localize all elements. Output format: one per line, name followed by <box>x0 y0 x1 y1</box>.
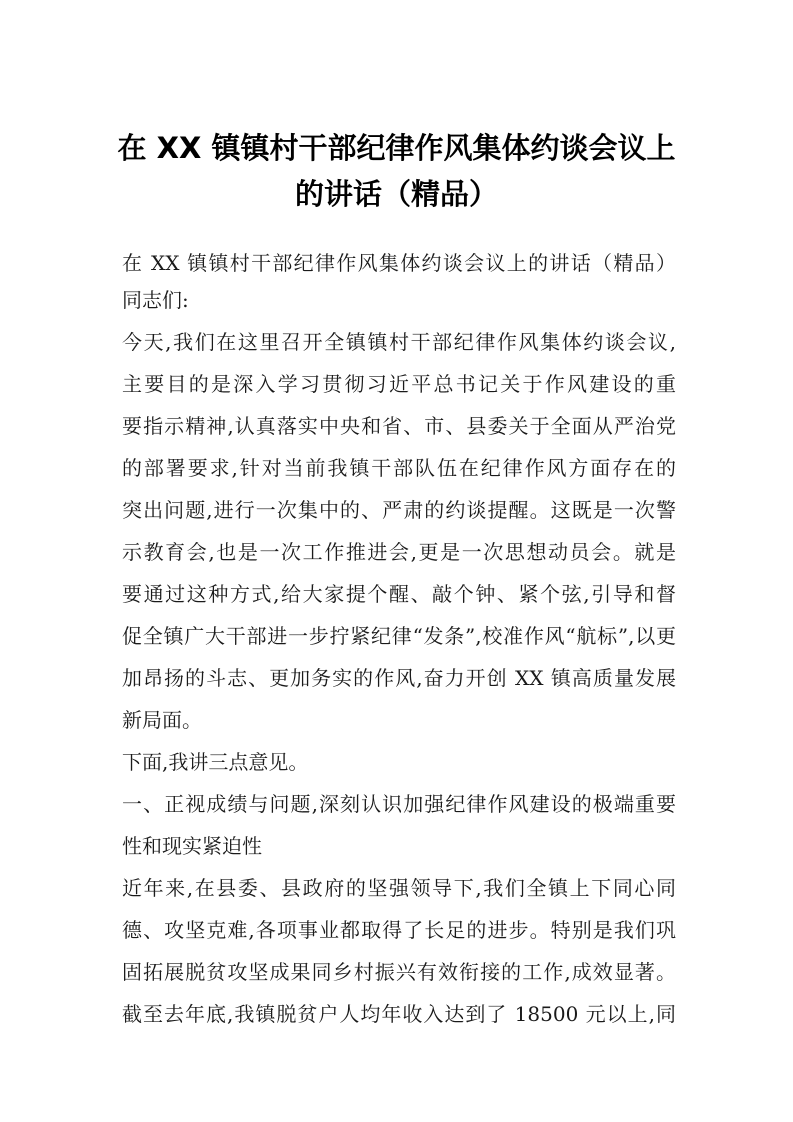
paragraph-line: 德、攻坚克难,各项事业都取得了长足的进步。特别是我们巩 <box>122 918 676 942</box>
paragraph-line: 示教育会,也是一次工作推进会,更是一次思想动员会。就是 <box>122 540 676 564</box>
paragraph-line: 近年来,在县委、县政府的坚强领导下,我们全镇上下同心同 <box>122 876 676 900</box>
paragraph-line: 今天,我们在这里召开全镇镇村干部纪律作风集体约谈会议, <box>122 330 676 354</box>
paragraph-line: 主要目的是深入学习贯彻习近平总书记关于作风建设的重 <box>122 372 676 396</box>
document-body <box>122 250 676 1043</box>
subtitle-line: 在 XX 镇镇村干部纪律作风集体约谈会议上的讲话（精品） <box>122 251 676 275</box>
paragraph-line: 的部署要求,针对当前我镇干部队伍在纪律作风方面存在的 <box>122 456 676 480</box>
paragraph-line: 加昂扬的斗志、更加务实的作风,奋力开创 XX 镇高质量发展 <box>122 666 676 690</box>
paragraph-line: 要通过这种方式,给大家提个醒、敲个钟、紧个弦,引导和督 <box>122 582 676 606</box>
paragraph-line: 突出问题,进行一次集中的、严肃的约谈提醒。这既是一次警 <box>122 498 676 522</box>
section-heading-line: 一、正视成绩与问题,深刻认识加强纪律作风建设的极端重要 <box>122 792 676 816</box>
paragraph-line: 固拓展脱贫攻坚成果同乡村振兴有效衔接的工作,成效显著。 <box>122 960 676 984</box>
paragraph-line: 新局面。 <box>122 708 202 732</box>
paragraph-line: 截至去年底,我镇脱贫户人均年收入达到了 18500 元以上,同 <box>122 1002 676 1026</box>
document-title-line-2: 的讲话（精品） <box>294 177 498 211</box>
paragraph-line: 下面,我讲三点意见。 <box>122 750 309 774</box>
paragraph-line: 要指示精神,认真落实中央和省、市、县委关于全面从严治党 <box>122 414 676 438</box>
document-title-line-1: 在 XX 镇镇村干部纪律作风集体约谈会议上 <box>117 131 676 165</box>
paragraph-line: 促全镇广大干部进一步拧紧纪律“发条”,校准作风“航标”,以更 <box>122 624 676 648</box>
section-heading-line: 性和现实紧迫性 <box>122 834 262 858</box>
salutation: 同志们: <box>122 288 189 312</box>
